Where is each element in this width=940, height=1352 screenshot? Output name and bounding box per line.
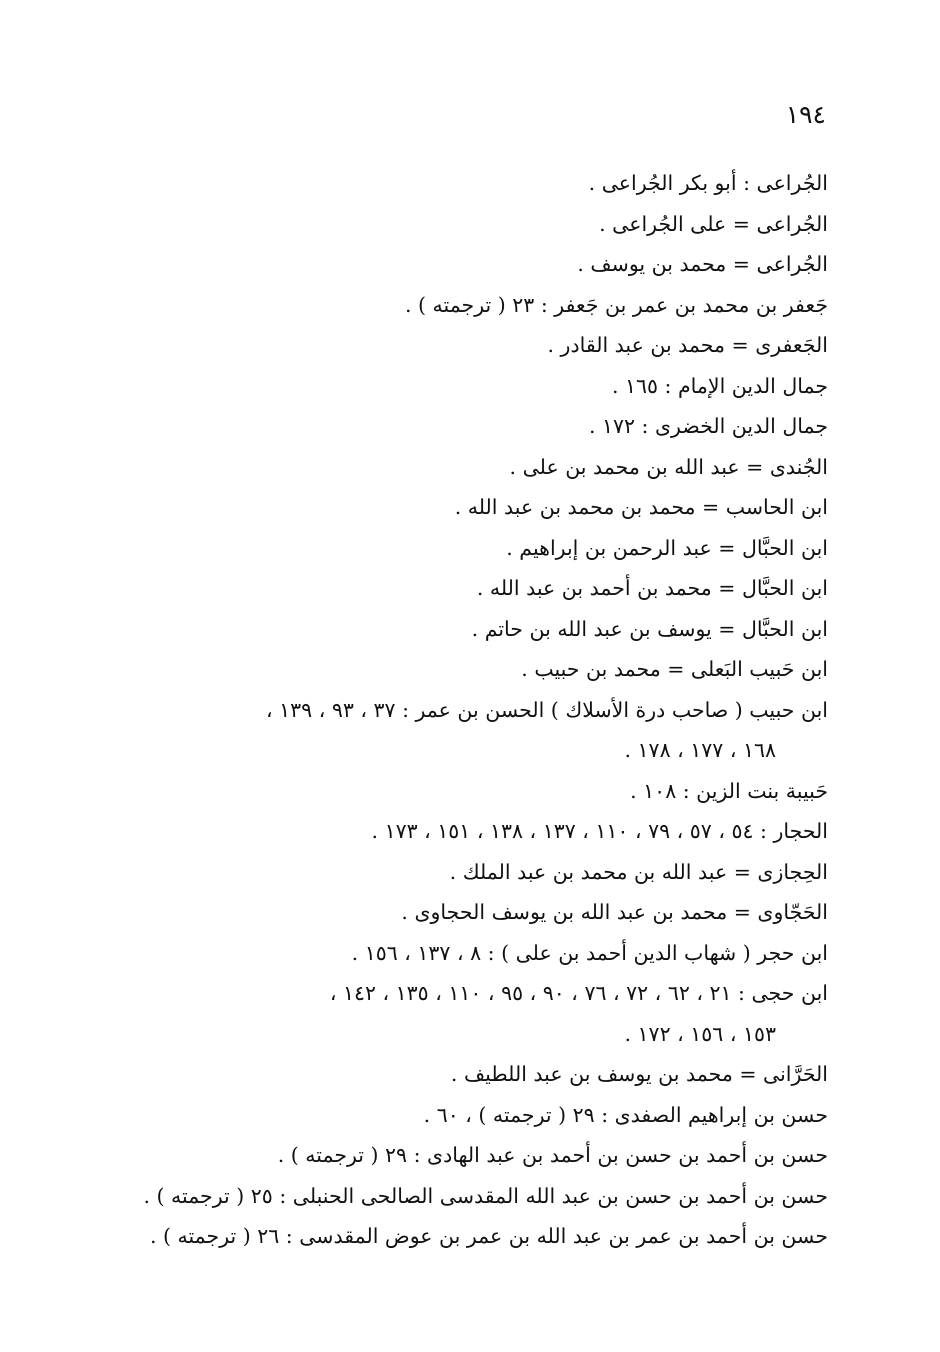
index-entry: جمال الدين الإمام : ١٦٥ .: [611, 373, 828, 398]
index-entry: [168, 973, 828, 1054]
index-entry: ابن الحاسب = محمد بن محمد بن عبد الله .: [454, 495, 828, 519]
index-entry: الحَجّاوى = محمد بن عبد الله بن يوسف الحجاوى .: [401, 900, 828, 924]
index-entry: الحِجازى = عبد الله بن محمد بن عبد الملك .: [449, 859, 828, 884]
index-entry: حسن بن إبراهيم الصفدى : ٢٩ ( ترجمته ) ، ٦٠ .: [423, 1102, 828, 1127]
index-entry: حسن بن أحمد بن عمر بن عبد الله بن عمر بن عوض المقدسى : ٢٦ ( ترجمته ) .: [149, 1224, 828, 1248]
index-entry: جمال الدين الخضرى : ١٧٢ .: [588, 414, 828, 438]
entry-line-continuation: ١٥٣ ، ١٥٦ ، ١٧٢ .: [624, 1021, 776, 1046]
index-entry: حسن بن أحمد بن حسن بن أحمد بن عبد الهادى : ٢٩ ( ترجمته ) .: [277, 1143, 828, 1167]
index-entry: ابن حجر ( شهاب الدين أحمد بن على ) : ٨ ، ١٣٧ ، ١٥٦ .: [351, 940, 828, 965]
index-entry: الحَرَّانى = محمد بن يوسف بن عبد اللطيف .: [450, 1062, 828, 1086]
index-entry: الحجار : ٥٤ ، ٥٧ ، ٧٩ ، ١١٠ ، ١٣٧ ، ١٣٨ ، ١٥١ ، ١٧٣ .: [371, 819, 828, 843]
index-entry: الجُراعى : أبو بكر الجُراعى .: [588, 171, 828, 195]
page-number: ١٩٤: [785, 100, 826, 129]
index-entries: [143, 163, 828, 1257]
index-entry: حسن بن أحمد بن حسن بن عبد الله المقدسى الصالحى الحنبلى : ٢٥ ( ترجمته ) .: [143, 1183, 828, 1208]
entry-line-first: ابن حبيب ( صاحب درة الأسلاك ) الحسن بن عمر : ٣٧ ، ٩٣ ، ١٣٩ ،: [265, 697, 828, 722]
index-entry: الجُراعى = على الجُراعى .: [599, 211, 828, 236]
index-entry: الجُراعى = محمد بن يوسف .: [577, 252, 828, 276]
entry-line-continuation: ١٦٨ ، ١٧٧ ، ١٧٨ .: [624, 738, 776, 762]
index-entry: ابن الحبَّال = محمد بن أحمد بن عبد الله .: [476, 576, 828, 600]
index-entry: ابن الحبَّال = يوسف بن عبد الله بن حاتم .: [471, 616, 828, 641]
index-entry: ابن الحبَّال = عبد الرحمن بن إبراهيم .: [506, 535, 828, 560]
index-entry: الجُندى = عبد الله بن محمد بن على .: [509, 454, 828, 479]
index-entry: الجَعفرى = محمد بن عبد القادر .: [547, 333, 828, 357]
index-entry: حَبيبة بنت الزين : ١٠٨ .: [630, 778, 828, 803]
entry-line-first: ابن حجى : ٢١ ، ٦٢ ، ٧٢ ، ٧٦ ، ٩٠ ، ٩٥ ، ١١٠ ، ١٣٥ ، ١٤٢ ،: [329, 981, 828, 1005]
index-entry: [168, 690, 828, 771]
index-entry: ابن حَبيب البَعلى = محمد بن حبيب .: [521, 657, 828, 681]
index-entry: جَعفر بن محمد بن عمر بن جَعفر : ٢٣ ( ترجمته ) .: [404, 292, 828, 317]
